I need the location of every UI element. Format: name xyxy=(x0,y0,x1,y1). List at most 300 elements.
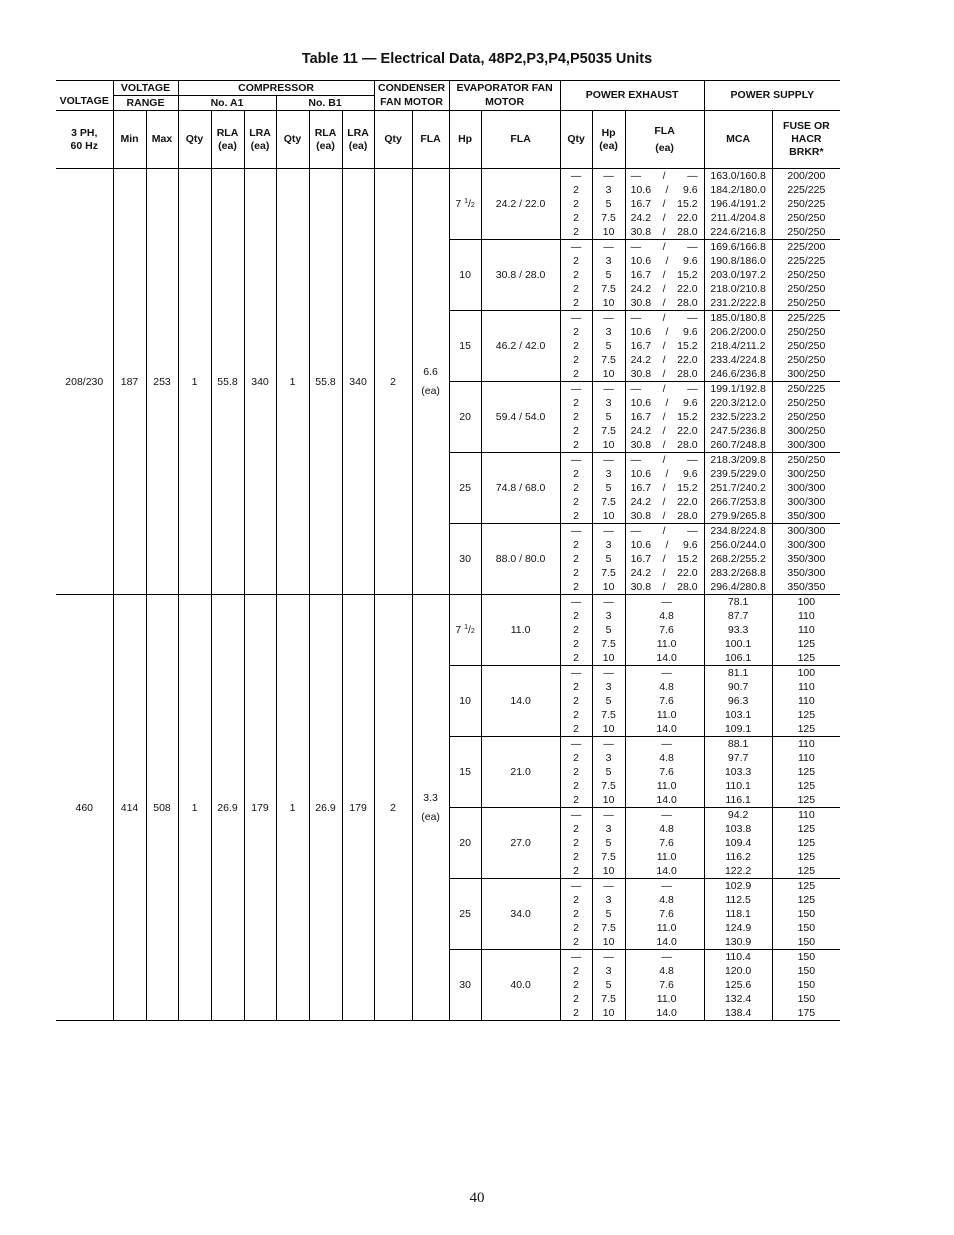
pe-fla-line: 30.8 / 28.0 xyxy=(630,226,698,238)
pe-fla-line: 30.8 / 28.0 xyxy=(630,510,698,522)
fuse-cell-line: 110 xyxy=(797,681,815,693)
pe-fla-line: 16.7 / 15.2 xyxy=(630,269,698,281)
pe-fla-line: 11.0 xyxy=(656,922,677,934)
pe-fla-line: 11.0 xyxy=(656,993,677,1005)
evap-hp-cell xyxy=(449,879,481,950)
pe-qty-cell-line: 2 xyxy=(573,212,580,224)
pe-fla-b: — xyxy=(687,170,698,182)
evap-hp-cell xyxy=(449,240,481,311)
fuse-cell-line: 150 xyxy=(797,922,816,934)
pe-qty-cell-line: 2 xyxy=(573,255,580,267)
page-number: 40 xyxy=(469,1190,485,1206)
pe-qty-cell-line: 2 xyxy=(573,766,580,778)
pe-qty-cell-line: 2 xyxy=(573,695,580,707)
pe-fla-b: 9.6 xyxy=(682,539,698,551)
rla-unit: (ea) xyxy=(218,139,237,152)
mca-cell xyxy=(704,808,772,879)
pe-hp-cell-line: 3 xyxy=(605,184,612,196)
pe-qty-cell xyxy=(560,737,592,808)
voltage-cell: 460 xyxy=(56,595,113,1021)
pe-fla-line: — xyxy=(661,809,672,821)
fuse-line1: FUSE OR xyxy=(783,120,830,132)
fuse-cell-line: 250/250 xyxy=(787,397,826,409)
a1-rla-cell: 55.8 xyxy=(211,169,244,595)
fuse-cell-line: 125 xyxy=(797,780,816,792)
power-supply-header: POWER SUPPLY xyxy=(704,81,840,111)
fuse-cell-line: 225/225 xyxy=(787,255,826,267)
a1-lra-header xyxy=(244,111,276,169)
pe-fla-a: 10.6 xyxy=(630,184,652,196)
pe-hp-cell-line: 7.5 xyxy=(601,851,616,863)
pe-fla-line: 16.7 / 15.2 xyxy=(630,198,698,210)
pe-qty-cell-line: — xyxy=(570,951,582,963)
pe-qty-cell-line: 2 xyxy=(573,936,580,948)
pe-fla-line: 24.2 / 22.0 xyxy=(630,354,698,366)
fuse-cell-line: 150 xyxy=(797,951,816,963)
evap-hp-header: Hp xyxy=(449,111,481,169)
pe-fla-a: — xyxy=(630,241,642,253)
pe-fla-cell xyxy=(625,240,704,311)
pe-hp-cell-line: 10 xyxy=(602,581,615,593)
fuse-cell-line: 250/250 xyxy=(787,283,826,295)
pe-fla-b: 22.0 xyxy=(677,354,698,366)
mca-cell xyxy=(704,382,772,453)
evap-fla-cell: 11.0 xyxy=(481,595,560,666)
pe-qty-cell-line: 2 xyxy=(573,922,580,934)
pe-qty-cell xyxy=(560,240,592,311)
pe-fla-cell xyxy=(625,382,704,453)
fuse-cell xyxy=(772,453,840,524)
pe-qty-cell-line: 2 xyxy=(573,439,580,451)
fuse-cell xyxy=(772,879,840,950)
pe-hp-cell-line: 10 xyxy=(602,652,615,664)
fuse-cell xyxy=(772,950,840,1021)
pe-fla-b: — xyxy=(687,383,698,395)
fuse-cell-line: 110 xyxy=(797,610,815,622)
evap-hp-value: 15 xyxy=(459,766,471,778)
evap-hp-den: 2 xyxy=(470,628,475,635)
pe-fla-a: 16.7 xyxy=(630,340,652,352)
pe-qty-cell-line: — xyxy=(570,880,582,892)
pe-fla-b: 15.2 xyxy=(677,269,698,281)
b1-rla-header xyxy=(309,111,342,169)
evap-hp-value: 30 xyxy=(459,979,471,991)
pe-fla-a: 16.7 xyxy=(630,482,652,494)
mca-cell-line: 218.0/210.8 xyxy=(710,283,766,295)
pe-fla-line: 7.6 xyxy=(659,624,674,636)
pe-qty-cell xyxy=(560,879,592,950)
evap-hp-cell: 7 $^1$/2 xyxy=(449,169,481,240)
mca-cell-line: 96.3 xyxy=(727,695,749,707)
mca-cell-line: 87.7 xyxy=(727,610,749,622)
fuse-cell-line: 350/300 xyxy=(787,553,826,565)
mca-cell-line: 233.4/224.8 xyxy=(710,354,766,366)
pe-fla-line: — / — xyxy=(630,383,698,395)
pe-hp-cell-line: 3 xyxy=(605,752,612,764)
min-header: Min xyxy=(113,111,146,169)
pe-hp-cell xyxy=(592,879,625,950)
pe-qty-cell-line: 2 xyxy=(573,908,580,920)
evap-hp-cell xyxy=(449,453,481,524)
cond-qty-cell: 2 xyxy=(374,595,412,1021)
pe-fla-b: 9.6 xyxy=(682,468,698,480)
mca-cell-line: 109.1 xyxy=(724,723,752,735)
pe-qty-cell-line: — xyxy=(570,667,582,679)
mca-cell xyxy=(704,595,772,666)
min-voltage-cell: 414 xyxy=(113,595,146,1021)
mca-cell-line: 100.1 xyxy=(724,638,752,650)
pe-fla-line: 4.8 xyxy=(659,823,674,835)
pe-fla-b: 15.2 xyxy=(677,340,698,352)
pe-fla-header xyxy=(625,111,704,169)
evap-fla-cell: 74.8 / 68.0 xyxy=(481,453,560,524)
fuse-cell-line: 350/300 xyxy=(787,567,826,579)
pe-fla-cell xyxy=(625,595,704,666)
mca-cell-line: 81.1 xyxy=(727,667,749,679)
pe-fla-cell xyxy=(625,524,704,595)
evap-fla-cell: 88.0 / 80.0 xyxy=(481,524,560,595)
pe-fla-b: 22.0 xyxy=(677,212,698,224)
pe-hp-cell-line: — xyxy=(603,809,614,821)
pe-fla-b: 15.2 xyxy=(677,198,698,210)
pe-fla-line: 11.0 xyxy=(656,709,677,721)
mca-cell-line: 184.2/180.0 xyxy=(710,184,766,196)
pe-hp-cell-line: 7.5 xyxy=(601,922,616,934)
pe-qty-cell-line: 2 xyxy=(573,652,580,664)
fuse-cell-line: 125 xyxy=(797,766,816,778)
evap-fla-cell: 21.0 xyxy=(481,737,560,808)
pe-fla-b: 9.6 xyxy=(682,397,698,409)
pe-fla-line: 10.6 / 9.6 xyxy=(630,397,698,409)
pe-fla-b: — xyxy=(687,454,698,466)
pe-hp-cell-line: 10 xyxy=(602,439,615,451)
pe-fla-b: 28.0 xyxy=(677,581,698,593)
pe-qty-cell-line: 2 xyxy=(573,397,580,409)
pe-fla-line: 10.6 / 9.6 xyxy=(630,255,698,267)
pe-qty-cell-line: 2 xyxy=(573,297,580,309)
mca-cell-line: 247.5/236.8 xyxy=(710,425,766,437)
pe-fla-line: 7.6 xyxy=(659,837,674,849)
pe-hp-cell xyxy=(592,737,625,808)
pe-fla-line: 10.6 / 9.6 xyxy=(630,539,698,551)
pe-fla-line: 16.7 / 15.2 xyxy=(630,340,698,352)
fla-unit: (ea) xyxy=(655,141,674,154)
a1-qty-cell: 1 xyxy=(178,169,211,595)
pe-qty-cell-line: 2 xyxy=(573,510,580,522)
pe-hp-cell-line: 3 xyxy=(605,894,612,906)
pe-fla-a: — xyxy=(630,454,642,466)
pe-fla-a: 30.8 xyxy=(630,226,652,238)
pe-qty-cell-line: — xyxy=(570,383,582,395)
pe-fla-a: 30.8 xyxy=(630,368,652,380)
pe-fla-a: 16.7 xyxy=(630,411,652,423)
pe-fla-a: 30.8 xyxy=(630,439,652,451)
pe-hp-cell-line: 7.5 xyxy=(601,425,616,437)
pe-fla-b: 28.0 xyxy=(677,226,698,238)
pe-qty-cell-line: — xyxy=(570,525,582,537)
pe-fla-cell xyxy=(625,311,704,382)
pe-fla-b: 28.0 xyxy=(677,368,698,380)
b1-qty-cell: 1 xyxy=(276,169,309,595)
fuse-cell-line: 125 xyxy=(797,851,816,863)
pe-qty-cell-line: — xyxy=(570,596,582,608)
evap-hp-whole: 7 xyxy=(455,198,462,210)
mca-cell-line: 218.4/211.2 xyxy=(710,340,766,352)
cond-fla-cell xyxy=(412,595,449,1021)
mca-cell-line: 196.4/191.2 xyxy=(710,198,766,210)
fuse-cell-line: 110 xyxy=(797,752,815,764)
pe-hp-cell-line: 10 xyxy=(602,723,615,735)
pe-hp-cell-line: 5 xyxy=(605,979,612,991)
pe-qty-cell-line: 2 xyxy=(573,894,580,906)
pe-qty-cell xyxy=(560,808,592,879)
pe-fla-a: — xyxy=(630,312,642,324)
evap-fla-cell: 14.0 xyxy=(481,666,560,737)
pe-qty-cell-line: 2 xyxy=(573,823,580,835)
voltage-range-line1: VOLTAGE xyxy=(120,81,171,94)
evap-hp-cell xyxy=(449,737,481,808)
pe-fla-b: 15.2 xyxy=(677,553,698,565)
mca-cell-line: 106.1 xyxy=(724,652,752,664)
pe-hp-cell-line: 3 xyxy=(605,610,612,622)
pe-hp-cell-line: 5 xyxy=(605,340,612,352)
pe-fla-a: 16.7 xyxy=(630,198,652,210)
pe-fla-b: 22.0 xyxy=(677,496,698,508)
freq-label: 60 Hz xyxy=(70,139,98,152)
b1-lra-cell: 179 xyxy=(342,595,374,1021)
mca-cell-line: 110.4 xyxy=(725,951,751,963)
fuse-cell xyxy=(772,524,840,595)
pe-hp-cell-line: 3 xyxy=(605,965,612,977)
pe-fla-a: 10.6 xyxy=(630,326,652,338)
pe-qty-cell xyxy=(560,169,592,240)
evap-hp-cell xyxy=(449,950,481,1021)
pe-fla-line: 30.8 / 28.0 xyxy=(630,439,698,451)
pe-fla-line: 14.0 xyxy=(656,652,677,664)
evap-fla-header: FLA xyxy=(481,111,560,169)
pe-qty-cell-line: 2 xyxy=(573,539,580,551)
pe-fla-line: 10.6 / 9.6 xyxy=(630,326,698,338)
pe-hp-cell-line: 5 xyxy=(605,766,612,778)
fuse-line3: BRKR* xyxy=(789,146,824,158)
pe-hp-cell-line: 7.5 xyxy=(601,638,616,650)
pe-hp-cell-line: 7.5 xyxy=(601,354,616,366)
pe-hp-cell-line: — xyxy=(603,880,614,892)
pe-qty-cell-line: 2 xyxy=(573,865,580,877)
fuse-cell xyxy=(772,737,840,808)
table-row xyxy=(56,169,840,240)
fuse-cell-line: 250/225 xyxy=(787,383,826,395)
fuse-cell-line: 125 xyxy=(797,709,816,721)
pe-qty-cell xyxy=(560,595,592,666)
mca-cell-line: 103.1 xyxy=(724,709,752,721)
mca-cell xyxy=(704,453,772,524)
fuse-cell-line: 250/250 xyxy=(787,326,826,338)
pe-fla-cell xyxy=(625,737,704,808)
evap-hp-cell xyxy=(449,808,481,879)
cond-fla-unit: (ea) xyxy=(421,810,440,823)
evap-hp-num: 1 xyxy=(464,198,468,205)
pe-hp-cell-line: 10 xyxy=(602,297,615,309)
max-header: Max xyxy=(146,111,178,169)
evap-hp-den: 2 xyxy=(470,202,475,209)
evap-fla-cell: 30.8 / 28.0 xyxy=(481,240,560,311)
fuse-cell-line: 100 xyxy=(797,596,816,608)
evap-hp-value: 10 xyxy=(459,695,471,707)
pe-hp-cell-line: 5 xyxy=(605,837,612,849)
pe-hp-cell-line: 7.5 xyxy=(601,283,616,295)
pe-qty-cell-line: 2 xyxy=(573,581,580,593)
fuse-cell-line: 250/250 xyxy=(787,226,826,238)
pe-hp-cell-line: 10 xyxy=(602,368,615,380)
evap-hp-whole: 7 xyxy=(455,624,462,636)
pe-qty-cell-line: — xyxy=(570,809,582,821)
evaporator-header-line2: MOTOR xyxy=(449,96,560,111)
mca-cell xyxy=(704,311,772,382)
evap-hp-value: 25 xyxy=(459,482,471,494)
pe-hp-cell-line: 5 xyxy=(605,482,612,494)
pe-qty-cell-line: 2 xyxy=(573,553,580,565)
pe-fla-line: 14.0 xyxy=(656,936,677,948)
mca-cell-line: 120.0 xyxy=(724,965,752,977)
pe-fla-a: 24.2 xyxy=(630,354,652,366)
pe-fla-cell xyxy=(625,950,704,1021)
pe-fla-a: 24.2 xyxy=(630,496,652,508)
evap-hp-cell xyxy=(449,382,481,453)
evap-fla-cell: 24.2 / 22.0 xyxy=(481,169,560,240)
pe-qty-cell-line: 2 xyxy=(573,780,580,792)
pe-fla-a: — xyxy=(630,170,642,182)
pe-qty-cell-line: — xyxy=(570,241,582,253)
mca-cell-line: 279.9/265.8 xyxy=(710,510,766,522)
hp-unit: (ea) xyxy=(599,139,618,152)
max-voltage-cell: 508 xyxy=(146,595,178,1021)
no-b1-header: No. B1 xyxy=(276,96,374,111)
pe-fla-b: 28.0 xyxy=(677,510,698,522)
pe-fla-cell xyxy=(625,666,704,737)
evap-fla-cell: 40.0 xyxy=(481,950,560,1021)
mca-cell-line: 112.5 xyxy=(725,894,751,906)
pe-hp-cell-line: 3 xyxy=(605,326,612,338)
pe-fla-a: — xyxy=(630,383,642,395)
fuse-cell-line: 250/250 xyxy=(787,297,826,309)
pe-fla-line: 7.6 xyxy=(659,979,674,991)
pe-fla-line: 16.7 / 15.2 xyxy=(630,482,698,494)
fuse-cell xyxy=(772,666,840,737)
mca-cell-line: 251.7/240.2 xyxy=(710,482,766,494)
mca-cell-line: 234.8/224.8 xyxy=(710,525,766,537)
pe-fla-line: — xyxy=(661,880,672,892)
pe-hp-cell-line: — xyxy=(603,738,614,750)
pe-qty-cell-line: 2 xyxy=(573,198,580,210)
pe-fla-line: — / — xyxy=(630,454,698,466)
pe-fla-line: 24.2 / 22.0 xyxy=(630,425,698,437)
a1-lra-cell: 179 xyxy=(244,595,276,1021)
pe-fla-line: — xyxy=(661,667,672,679)
pe-fla-cell xyxy=(625,453,704,524)
pe-qty-cell-line: 2 xyxy=(573,482,580,494)
mca-cell-line: 266.7/253.8 xyxy=(710,496,766,508)
pe-fla-b: 15.2 xyxy=(677,482,698,494)
mca-cell-line: 211.4/204.8 xyxy=(710,212,766,224)
fuse-cell-line: 250/250 xyxy=(787,354,826,366)
pe-hp-cell-line: — xyxy=(603,951,614,963)
mca-cell-line: 118.1 xyxy=(725,908,751,920)
mca-cell-line: 296.4/280.8 xyxy=(710,581,766,593)
pe-hp-header xyxy=(592,111,625,169)
pe-hp-cell-line: — xyxy=(603,596,614,608)
condenser-header: CONDENSER xyxy=(374,81,449,96)
fuse-cell-line: 350/300 xyxy=(787,510,826,522)
evap-hp-value: 15 xyxy=(459,340,471,352)
mca-cell-line: 132.4 xyxy=(724,993,752,1005)
fuse-cell-line: 300/300 xyxy=(787,482,826,494)
table-row xyxy=(56,595,840,666)
pe-qty-cell xyxy=(560,311,592,382)
mca-cell xyxy=(704,524,772,595)
fuse-cell-line: 250/250 xyxy=(787,269,826,281)
fuse-cell-line: 250/250 xyxy=(787,340,826,352)
fuse-cell-line: 250/250 xyxy=(787,454,826,466)
pe-hp-cell-line: 5 xyxy=(605,411,612,423)
pe-hp-cell xyxy=(592,240,625,311)
mca-cell-line: 239.5/229.0 xyxy=(710,468,766,480)
fuse-cell-line: 150 xyxy=(797,908,816,920)
pe-hp-cell-line: — xyxy=(603,241,614,253)
pe-fla-line: 11.0 xyxy=(656,851,677,863)
pe-fla-cell xyxy=(625,169,704,240)
pe-qty-cell-line: — xyxy=(570,738,582,750)
mca-cell-line: 199.1/192.8 xyxy=(710,383,766,395)
pe-fla-line: 10.6 / 9.6 xyxy=(630,184,698,196)
pe-fla-line: 7.6 xyxy=(659,766,674,778)
a1-rla-cell: 26.9 xyxy=(211,595,244,1021)
pe-fla-a: 30.8 xyxy=(630,581,652,593)
cond-fla-value: 6.6 xyxy=(423,365,438,378)
evap-hp-value: 30 xyxy=(459,553,471,565)
a1-rla-header xyxy=(211,111,244,169)
pe-fla-b: 9.6 xyxy=(682,255,698,267)
pe-fla-b: 9.6 xyxy=(682,326,698,338)
pe-fla-line: 14.0 xyxy=(656,723,677,735)
pe-qty-cell-line: 2 xyxy=(573,723,580,735)
pe-qty-header: Qty xyxy=(560,111,592,169)
mca-cell-line: 94.2 xyxy=(727,809,749,821)
mca-cell-line: 97.7 xyxy=(727,752,749,764)
fuse-cell-line: 300/250 xyxy=(787,468,826,480)
pe-qty-cell-line: 2 xyxy=(573,752,580,764)
pe-hp-cell xyxy=(592,595,625,666)
pe-fla-a: 10.6 xyxy=(630,468,652,480)
pe-fla-b: — xyxy=(687,312,698,324)
pe-qty-cell-line: 2 xyxy=(573,624,580,636)
evap-hp-value: 20 xyxy=(459,837,471,849)
mca-cell-line: 116.2 xyxy=(725,851,751,863)
mca-cell-line: 268.2/255.2 xyxy=(710,553,766,565)
fuse-cell xyxy=(772,169,840,240)
pe-fla-line: 30.8 / 28.0 xyxy=(630,297,698,309)
pe-qty-cell-line: 2 xyxy=(573,368,580,380)
mca-cell-line: 78.1 xyxy=(727,596,749,608)
pe-qty-cell-line: 2 xyxy=(573,681,580,693)
pe-fla-line: 7.6 xyxy=(659,908,674,920)
pe-qty-cell-line: 2 xyxy=(573,965,580,977)
pe-fla-line: 30.8 / 28.0 xyxy=(630,581,698,593)
fuse-cell xyxy=(772,311,840,382)
fuse-line2: HACR xyxy=(791,133,822,145)
pe-fla-line: 16.7 / 15.2 xyxy=(630,411,698,423)
pe-fla-b: 28.0 xyxy=(677,297,698,309)
